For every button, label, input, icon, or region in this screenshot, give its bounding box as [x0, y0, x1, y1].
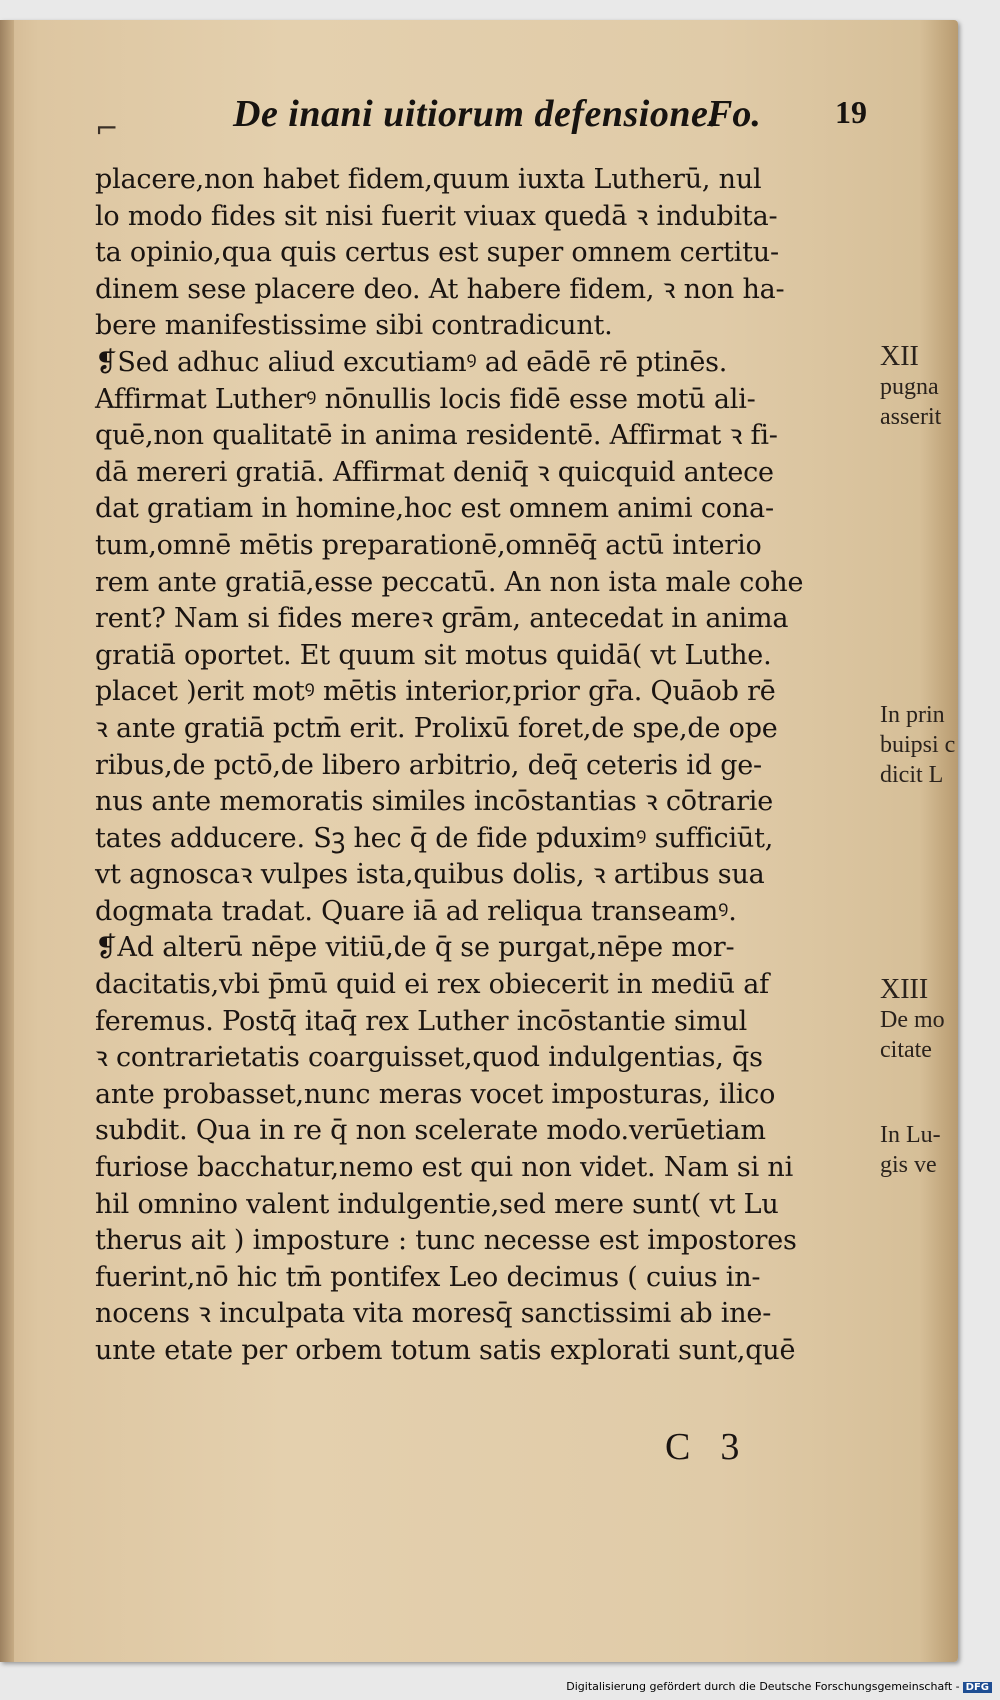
text-line: vt agnoscaꝛ vulpes ista,quibus dolis, ꝛ artibus sua [95, 859, 765, 891]
text-line: dinem sese placere deo. At habere fidem, ꝛ non ha- [95, 273, 785, 305]
margin-note-in-lu [880, 1120, 958, 1180]
running-header [95, 82, 875, 145]
signature-letter: C [665, 1426, 721, 1468]
text-line: placet )erit motꝰ mētis interior,prior gr̄a. Quāob rē [95, 676, 776, 708]
margin-note-xii [880, 342, 958, 432]
text-line: dā mereri gratiā. Affirmat deniq̄ ꝛ quicquid antece [95, 456, 774, 488]
margin-note-line: De mo [880, 1007, 945, 1033]
text-line: ꝛ ante gratiā pctm̄ erit. Prolixū foret,de spe,de ope [95, 712, 778, 744]
text-line: therus ait ) imposture : tunc necesse est impostores [95, 1225, 797, 1257]
text-line: ❡Ad alterū nēpe vitiū,de q̄ se purgat,nēpe mor- [95, 932, 735, 964]
margin-note-line: In prin [880, 702, 945, 728]
text-line: quē,non qualitatē in anima residentē. Affirmat ꝛ fi- [95, 420, 778, 452]
text-line: feremus. Postq̄ itaq̄ rex Luther incōstantie simul [95, 1005, 748, 1037]
text-line: rem ante gratiā,esse peccatū. An non ista male cohe [95, 566, 804, 598]
margin-note-line: In Lu- [880, 1122, 941, 1148]
margin-note-in-prin [880, 700, 958, 790]
header-mark: ⌐ [95, 112, 119, 145]
text-line: furiose bacchatur,nemo est qui non videt. Nam si ni [95, 1152, 794, 1184]
margin-note-line: pugna [880, 374, 939, 400]
margin-note-line: asserit [880, 404, 942, 430]
signature-number: 3 [720, 1426, 770, 1468]
margin-note-line: citate [880, 1037, 932, 1063]
text-line: nus ante memoratis similes incōstantias ꝛ cōtrarie [95, 786, 774, 818]
text-line: dacitatis,vbi p̄mū quid ei rex obiecerit in mediū af [95, 969, 769, 1001]
running-title: De inani uitiorum defensione. [233, 93, 719, 135]
text-line: ꝛ contrarietatis coarguisset,quod indulgentias, q̄s [95, 1042, 763, 1074]
folio-number: 19 [835, 94, 867, 130]
text-line: lo modo fides sit nisi fuerit viuax quedā ꝛ indubita- [95, 200, 778, 232]
text-line: rent? Nam si fides mereꝛ grām, antecedat in anima [95, 603, 789, 635]
margin-note-xiii [880, 975, 958, 1065]
text-line: dogmata tradat. Quare iā ad reliqua transeamꝰ. [95, 895, 737, 927]
text-line: tum,omnē mētis preparationē,omnēq̄ actū interio [95, 529, 762, 561]
margin-note-line: buipsi c [880, 732, 956, 758]
margin-note-line: gis ve [880, 1152, 937, 1178]
digitization-credit [566, 1680, 992, 1693]
text-line: Affirmat Lutherꝰ nōnullis locis fidē esse motū ali- [95, 383, 756, 415]
folio-label: Fo. [707, 93, 761, 135]
body-text [95, 162, 865, 1370]
margin-note-line: dicit L [880, 762, 944, 788]
text-line: subdit. Qua in re q̄ non scelerate modo.verūetiam [95, 1115, 766, 1147]
margin-note-line: XII [880, 342, 919, 372]
credit-text: Digitalisierung gefördert durch die Deutsche Forschungsgemeinschaft - [566, 1680, 960, 1693]
text-line: placere,non habet fidem,quum iuxta Lutherū, nul [95, 164, 762, 195]
text-line: hil omnino valent indulgentie,sed mere sunt( vt Lu [95, 1188, 779, 1220]
text-line: ante probasset,nunc meras vocet imposturas, ilico [95, 1078, 776, 1110]
text-line: fuerint,nō hic tm̄ pontifex Leo decimus ( cuius in- [95, 1261, 761, 1293]
margin-note-line: XIII [880, 975, 929, 1005]
text-line: gratiā oportet. Et quum sit motus quidā( vt Luthe. [95, 639, 772, 671]
text-line: ta opinio,qua quis certus est super omnem certitu- [95, 237, 779, 269]
text-line: ribus,de pctō,de libero arbitrio, deq̄ ceteris id ge- [95, 749, 762, 781]
text-line: bere manifestissime sibi contradicunt. [95, 310, 613, 342]
signature-mark [665, 1425, 769, 1469]
page-gutter-shadow [0, 20, 14, 1662]
text-line: nocens ꝛ inculpata vita moresq̄ sanctissimi ab ine- [95, 1298, 772, 1330]
text-line: ❡Sed adhuc aliud excutiamꝰ ad eādē rē ptinēs. [95, 346, 728, 378]
dfg-logo: DFG [963, 1682, 992, 1693]
book-page [0, 20, 958, 1662]
text-line: tates adducere. Sꝫ hec q̄ de fide pduximꝰ sufficiūt, [95, 822, 774, 854]
text-line: unte etate per orbem totum satis explorati sunt,quē [95, 1335, 796, 1366]
text-line: dat gratiam in homine,hoc est omnem animi cona- [95, 493, 774, 525]
